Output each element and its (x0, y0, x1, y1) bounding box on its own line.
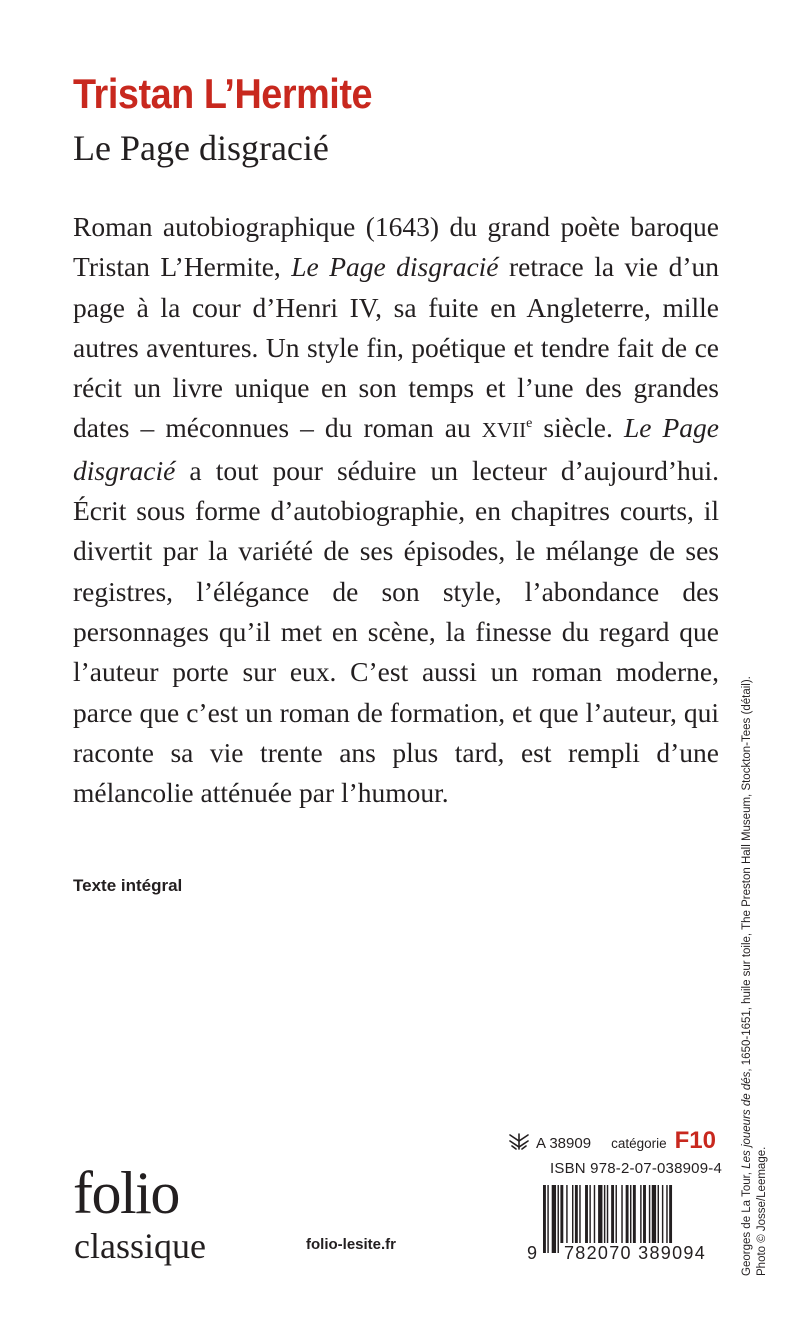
book-title: Le Page disgracié (73, 128, 329, 168)
category-code: F10 (674, 1127, 716, 1154)
credit-text: , 1650-1651, huile sur toile, The Preston Hall Museum, Stockton-Tees (détail). (741, 676, 753, 1072)
blurb-title-italic: Le Page disgracié (291, 251, 499, 283)
blurb-text: a tout pour séduire un lecteur d’aujourd’hui. Écrit sous forme d’autobiographie, en chapitres courts, il divertit par la variété de ses épisodes, le mélange de ses registres, l’élégance de son style, l’abondance des personnages qu’il met en scène, la finesse du regard que l’auteur porte sur eux. C’est aussi un roman moderne, parce que c’est un roman de formation, et que l’auteur, qui raconte sa vie trente ans plus tard, est rempli d’une mélancolie atténuée par l’humour. (73, 454, 719, 809)
credit-line-2: Photo © Josse/Leemage. (756, 1146, 768, 1276)
catalog-code: A 38909 (536, 1135, 592, 1152)
image-credit (740, 636, 770, 1276)
credit-line-1 (740, 636, 755, 1276)
website-url: folio-lesite.fr (306, 1236, 397, 1253)
classique-logo: classique (74, 1226, 206, 1266)
blurb-title-italic: Le Page disgracié (73, 412, 719, 486)
credit-text: Georges de La Tour, (741, 1168, 753, 1276)
barcode-bar (552, 1185, 556, 1253)
barcode-bar (547, 1185, 548, 1253)
century-superscript: e (526, 416, 533, 432)
category-label: catégorie (611, 1136, 667, 1151)
texte-integral-label: Texte intégral (73, 876, 183, 895)
credit-painting-title: Les joueurs de dés (741, 1071, 753, 1169)
blurb (73, 207, 719, 813)
ean-first-digit: 9 (527, 1243, 538, 1263)
blurb-paragraph (73, 207, 719, 813)
blurb-text: retrace la vie d’un page à la cour d’Henri IV, sa fuite en Angleterre, mille autres aventures. Un style fin, poétique et tendre fait de ce récit un livre unique en son temps et l’une des grandes dates – méconnues – du roman au (73, 251, 719, 444)
isbn: ISBN 978-2-07-038909-4 (550, 1160, 723, 1177)
ean-digits: 782070 389094 (560, 1243, 714, 1264)
century-numeral: XVII (481, 418, 527, 443)
catalog-line (508, 1127, 716, 1155)
blurb-text: Roman autobiographique (1643) du grand poète baroque Tristan L’Hermite, (73, 211, 719, 283)
author-name: Tristan L’Hermite (73, 70, 373, 117)
barcode-bar (558, 1185, 559, 1253)
euro-book-icon (508, 1132, 530, 1150)
blurb-text: siècle. (532, 412, 624, 444)
folio-logo: folio (73, 1160, 179, 1226)
barcode-bar (543, 1185, 546, 1253)
